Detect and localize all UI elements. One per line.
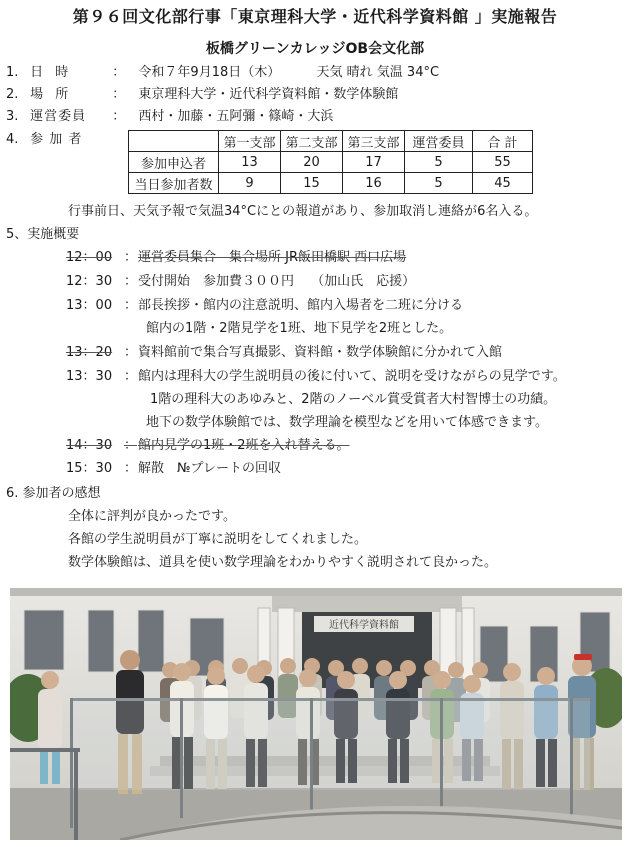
weather-value: 天気 晴れ 気温 34°C (316, 65, 440, 80)
schedule-continuation: 地下の数学体験館では、数学理論を模型などを用いて体感できます。 (146, 415, 548, 430)
schedule-text: 解散 №プレートの回収 (138, 461, 282, 476)
schedule-item (66, 436, 350, 456)
table-header-cell: 運営委員 (405, 131, 473, 152)
table-header-cell: 第三支部 (343, 131, 405, 152)
schedule-text: 館内見学の1班・2班を入れ替える。 (138, 438, 350, 453)
schedule-item (66, 459, 281, 479)
schedule-item (66, 343, 502, 363)
schedule-time: 13：30 (66, 369, 113, 384)
item-number: 2. (6, 87, 19, 102)
table-header-row (129, 131, 533, 152)
schedule-continuation: 1階の理科大のあゆみと、2階のノーベル賞受賞者大村智博士の功績。 (150, 392, 557, 407)
impression-line: 各館の学生説明員が丁寧に説明をしてくれました。 (68, 532, 368, 547)
schedule-colon: ： (124, 345, 138, 360)
item-participants (6, 130, 108, 150)
row-label: 参加申込者 (129, 152, 219, 173)
table-cell: 17 (343, 152, 405, 173)
table-header-cell (129, 131, 219, 152)
table-cell: 13 (219, 152, 281, 173)
table-cell: 5 (405, 173, 473, 194)
item-date (6, 63, 439, 83)
participants-table (128, 130, 533, 194)
overview-heading: 5、実施概要 (6, 227, 80, 242)
table-cell: 16 (343, 173, 405, 194)
schedule-time: 13：20 (66, 345, 113, 360)
place-value: 東京理科大学・近代科学資料館・数学体験館 (138, 87, 399, 102)
table-header-cell: 合 計 (473, 131, 533, 152)
schedule-time: 13：00 (66, 298, 113, 313)
item-number: 3. (6, 109, 19, 124)
committee-value: 西村・加藤・五阿彌・篠崎・大浜 (138, 109, 334, 124)
table-header-cell: 第一支部 (219, 131, 281, 152)
schedule-item (66, 248, 406, 268)
item-number: 1. (6, 65, 19, 80)
date-value: 令和７年9月18日（木） (138, 65, 281, 80)
table-cell: 20 (281, 152, 343, 173)
report-title: 第９６回文化部行事「東京理科大学・近代科学資料館 」実施報告 (72, 7, 558, 26)
impressions-heading: 6. 参加者の感想 (6, 486, 101, 501)
table-cell: 9 (219, 173, 281, 194)
schedule-item (66, 367, 566, 387)
table-row (129, 173, 533, 194)
schedule-time: 15：30 (66, 461, 113, 476)
item-label: 参 加 者 (30, 132, 83, 147)
item-committee (6, 107, 333, 127)
item-label: 場 所 (30, 87, 73, 102)
item-label: 運営委員 (30, 109, 87, 124)
schedule-colon: ： (124, 274, 138, 289)
schedule-text: 資料館前で集合写真撮影、資料館・数学体験館に分かれて入館 (138, 345, 503, 360)
item-place (6, 85, 398, 105)
item-colon: ： (112, 65, 126, 80)
cancel-note: 行事前日、天気予報で気温34°Cにとの報道があり、参加取消し連絡が6名入る。 (68, 204, 538, 219)
row-label: 当日参加者数 (129, 173, 219, 194)
report-subtitle: 板橋グリーンカレッジOB会文化部 (205, 41, 425, 57)
item-colon: ： (112, 87, 126, 102)
schedule-colon: ： (124, 369, 138, 384)
schedule-continuation: 館内の1階・2階見学を1班、地下見学を2班とした。 (146, 321, 453, 336)
table-cell: 45 (473, 173, 533, 194)
schedule-colon: ： (124, 250, 138, 265)
item-colon: ： (112, 109, 126, 124)
item-number: 4. (6, 132, 19, 147)
table-cell: 55 (473, 152, 533, 173)
impression-line: 数学体験館は、道具を使い数学理論をわかりやすく説明されて良かった。 (68, 555, 498, 570)
schedule-item (66, 272, 415, 292)
schedule-time: 12：00 (66, 250, 113, 265)
schedule-time: 12：30 (66, 274, 113, 289)
table-header-cell: 第二支部 (281, 131, 343, 152)
schedule-item (66, 296, 463, 316)
table-row (129, 152, 533, 173)
group-photo (10, 588, 622, 840)
schedule-colon: ： (124, 461, 138, 476)
table-cell: 5 (405, 152, 473, 173)
schedule-text: 館内は理科大の学生説明員の後に付いて、説明を受けながらの見学です。 (138, 369, 566, 384)
impression-line: 全体に評判が良かったです。 (68, 509, 236, 524)
item-label: 日 時 (30, 65, 73, 80)
building-sign-text: 近代科学資料館 (329, 620, 399, 631)
schedule-colon: ： (124, 438, 138, 453)
table-cell: 15 (281, 173, 343, 194)
group-photo-illustration (10, 588, 622, 840)
schedule-text: 受付開始 参加費３００円 （加山氏 応援） (138, 274, 416, 289)
schedule-time: 14：30 (66, 438, 113, 453)
schedule-text: 部長挨拶・館内の注意説明、館内入場者を二班に分ける (138, 298, 464, 313)
schedule-text: 運営委員集合 集合場所 JR飯田橋駅 西口広場 (138, 250, 407, 265)
schedule-colon: ： (124, 298, 138, 313)
